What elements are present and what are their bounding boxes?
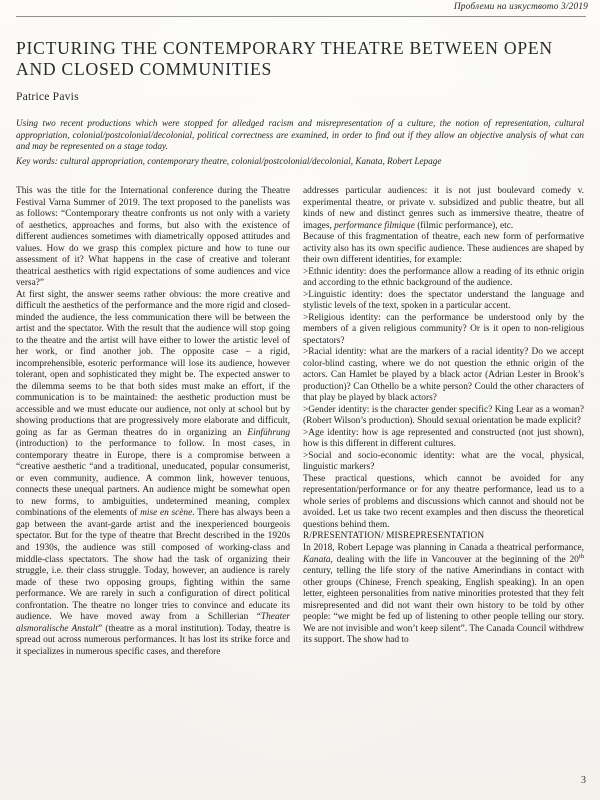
keywords-line [16,156,584,168]
ordinal-suffix: th [578,552,584,560]
body-column-right [303,186,584,647]
text-run: At first sight, the answer seems rather obvious: the more creative and difficult the aesthetics of the performance and the more rigid and closed-minded the audience, the less communication there will be between the artist and the spectator. With the result that the audience will stop going to the theatre and the artist will have either to lower the artistic level of her work, or find another job. The opposite case – a rigid, incomprehensible, esoteric performance will lose its audience, however tolerant, open and sophisticated they might be. The expected answer to the dilemma seems to be that both sides must make an effort, if the communication is to be maintained: the aesthetic production must be accessible and we must educate our audience, not only at school but by showing productions that are progressively more elaborate and difficult, going as far as German theatres do in organizing an [16,289,290,438]
identity-item: >Gender identity: is the character gender specific? King Lear as a woman? (Robert Wilson’s production). Should sexual orientation be made explicit? [303,404,584,427]
body-column-left [16,186,290,658]
running-head: Проблеми на изкуството 3/2019 [453,2,588,12]
author-name: Patrice Pavis [16,90,79,103]
paragraph: Because of this fragmentation of theatre, each new form of performative activity also has its own specific audience. These audiences are shaped by their own different identities, for example: [303,232,584,266]
page-number: 3 [581,775,586,786]
text-run: addresses particular audiences: it is not just boulevard comedy v. experimental theatre, or private v. subsidized and public theatre, but all kinds of new and distinct genres such as immersive theatre, theatre of images, [303,186,584,231]
section-heading: R/PRESENTATION/ MISREPRESENTATION [303,531,485,542]
paragraph [303,186,584,232]
italic-term: Kanata [303,554,331,565]
identity-item: >Linguistic identity: does the spectator understand the language and stylistic levels of the text, spoken in a particular accent. [303,289,584,312]
identity-item: >Racial identity: what are the markers of a racial identity? Do we accept color-blind casting, where we do not question the ethnic origin of the actors. Can Hamlet be played by a black actor (Adrian Lester in Brook’s production)? Can Othello be a white person? Could the other characters of that play be played by black actors? [303,347,584,404]
identity-item: >Social and socio-economic identity: what are the vocal, physical, linguistic markers? [303,450,584,473]
identity-item: >Age identity: how is age represented and constructed (not just shown), how is this different in different cultures. [303,427,584,450]
text-run: In 2018, Robert Lepage was planning in Canada a theatrical performance, [303,542,584,553]
paragraph [303,543,584,647]
italic-term: performance filmique [334,220,415,231]
identity-item: >Ethnic identity: does the performance allow a reading of its ethnic origin and according to the ethnic background of the audience. [303,266,584,289]
paragraph [16,290,290,659]
keywords-label: Key words: [16,156,58,166]
italic-term: Einführung [247,427,290,438]
identity-item: >Religious identity: can the performance be understood only by the members of a given religious community? Or is it open to non-religious spectators? [303,312,584,346]
header-rule [16,16,586,17]
paragraph: This was the title for the International conference during the Theatre Festival Varna Summer of 2019. The text proposed to the panelists was as follows: “Contemporary theatre confronts us not only with a variety of aesthetics, approaches and forms, but also with the existence of different audiences sometimes with diametrically opposed attitudes and values. How do we grasp this complex picture and how to tune our assessment of it? What happens in the case of creative and tolerant theatrical aesthetics with rigid expectations of some audiences and vice versa?” [16,186,290,289]
italic-term: Theater alsmoralische Anstalt [16,612,290,634]
page-title: PICTURING THE CONTEMPORARY THEATRE BETWEEN OPEN AND CLOSED COMMUNITIES [16,37,553,80]
abstract-text: Using two recent productions which were stopped for alledged racism and misrepresentation of a culture, the notion of representation, cultural appropriation, colonial/postcolonial/decolonial, political correctness are examined, in order to find out if they allow an objective analysis of what can and may be represented on a stage today. [16,118,584,152]
text-run: (filmic performance), etc. [414,220,514,231]
text-run: ” (theatre as a moral institution). Today, theatre is spread out across numerous performances. It has lost its strike force and it specializes in numerous specific cases, and therefore [16,623,290,657]
paragraph: These practical questions, which cannot be avoided for any representation/performance or for any theatre performance, lead us to a whole series of problems and discussions which cannot and should not be avoided. Let us take two recent examples and then discuss the theoretical questions behind them. [303,473,584,530]
italic-term: mise en scène [140,508,193,519]
text-run: , dealing with the life in Vancouver at the beginning of the 20 [330,554,579,565]
text-run: (introduction) to the performance to follow. In most cases, in contemporary theatre in Europe, there is a compromise between a “creative aesthetic “and a traditional, uneducated, popular consumerist, or even community, audience. A common link, however tenuous, connects these unequal partners. An audience might be somewhat open to new forms, to ambiguities, undetermined meaning, complex combinations of the elements of [16,439,290,519]
text-run: . There has always been a gap between the avant-garde artist and the inexperienced bourgeois spectator. But for the type of theatre that Brecht described in the 1920s and 1930s, the audience was still composed of working-class and middle-class spectators. The show had the task of organizing their struggle, i.e. their class struggle. Today, however, an audience is rarely made of these two opposing groups, fighting within the same performance. We are rarely in such a configuration of direct political confrontation. The theatre no longer tries to convince and educate its audience. We have moved away from a Schillerian “ [16,508,290,623]
keywords-list: cultural appropriation, contemporary theatre, colonial/postcolonial/decolonial, Kanata, Robert Lepage [60,156,442,166]
text-run: century, telling the life story of the native Amerindians in contact with other groups (Chinese, French speaking, English speaking). In an open letter, eighteen personalities from native minorities protested that they felt misrepresented and did not want their own history to be told by other people: “we might be fed up of listening to other people telling our story. We are not invisible and won’t keep silent”. The Canada Council withdrew its support. The show had to [303,566,584,646]
